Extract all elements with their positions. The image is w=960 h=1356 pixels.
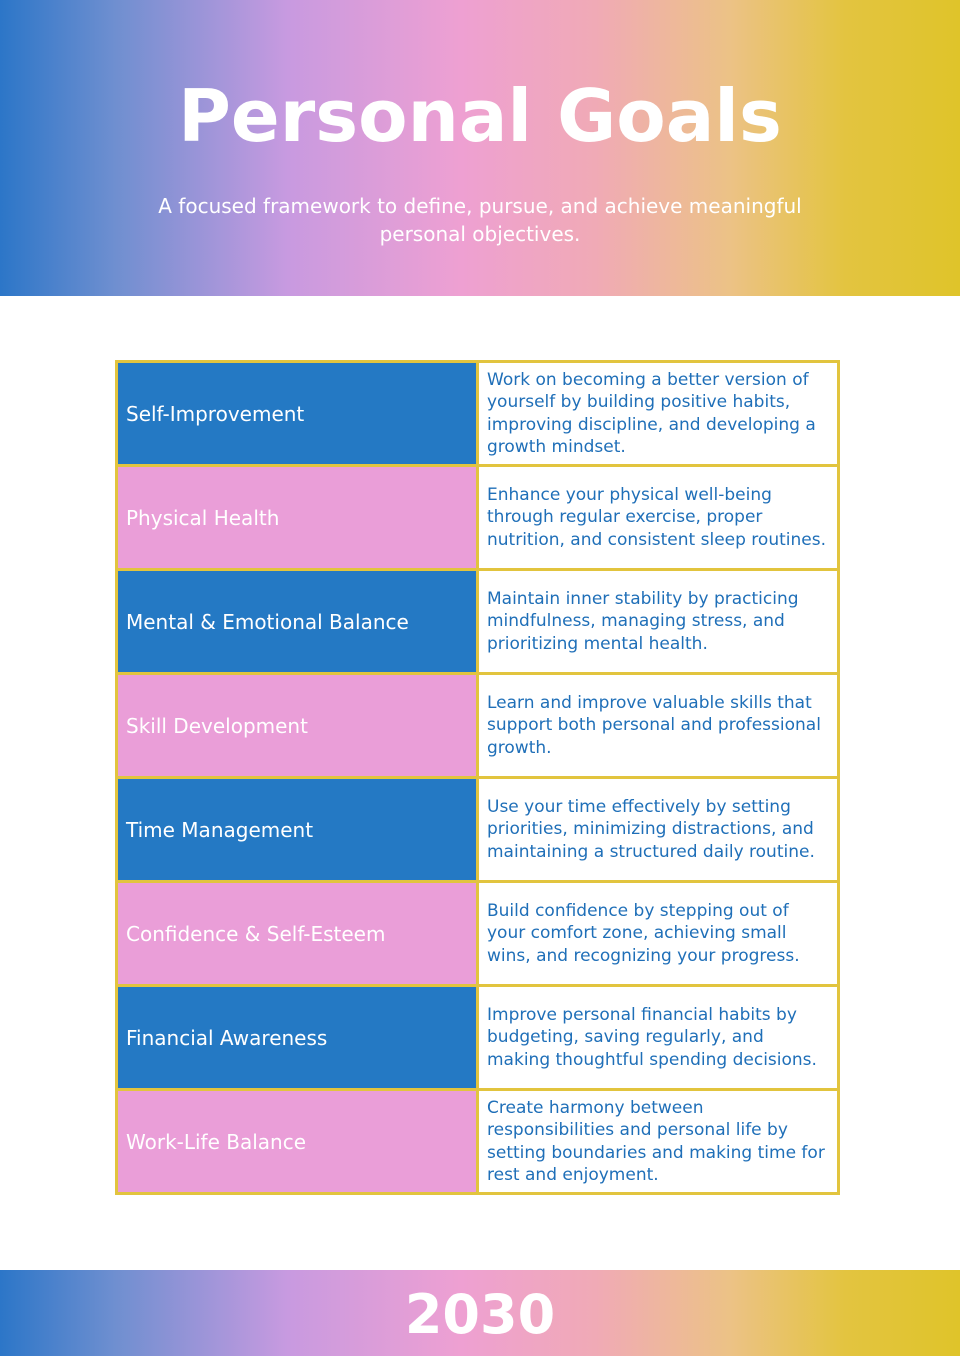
goal-name: Financial Awareness <box>117 986 478 1090</box>
footer-year: 2030 <box>404 1283 556 1346</box>
goal-row <box>117 986 839 1090</box>
page-subtitle: A focused framework to define, pursue, and achieve meaningful personal objectives. <box>158 194 802 246</box>
goal-row <box>117 362 839 466</box>
goal-name: Self-Improvement <box>117 362 478 466</box>
goal-description: Learn and improve valuable skills that support both personal and professional growth. <box>478 674 839 778</box>
goal-description: Enhance your physical well-being through regular exercise, proper nutrition, and consistent sleep routines. <box>478 466 839 570</box>
goals-table <box>115 360 840 1195</box>
goal-row <box>117 674 839 778</box>
goal-description: Work on becoming a better version of yourself by building positive habits, improving discipline, and developing a growth mindset. <box>478 362 839 466</box>
goal-row <box>117 882 839 986</box>
goal-name: Confidence & Self-Esteem <box>117 882 478 986</box>
goal-row <box>117 466 839 570</box>
goal-description: Use your time effectively by setting priorities, minimizing distractions, and maintaining a structured daily routine. <box>478 778 839 882</box>
goal-description: Maintain inner stability by practicing mindfulness, managing stress, and prioritizing mental health. <box>478 570 839 674</box>
goal-name: Time Management <box>117 778 478 882</box>
goal-name: Physical Health <box>117 466 478 570</box>
goal-row <box>117 1090 839 1194</box>
header-banner <box>0 0 960 296</box>
goal-description: Create harmony between responsibilities and personal life by setting boundaries and making time for rest and enjoyment. <box>478 1090 839 1194</box>
page-title: Personal Goals <box>178 74 782 158</box>
goal-description: Improve personal financial habits by budgeting, saving regularly, and making thoughtful spending decisions. <box>478 986 839 1090</box>
goal-name: Work-Life Balance <box>117 1090 478 1194</box>
footer-banner <box>0 1270 960 1356</box>
goal-name: Skill Development <box>117 674 478 778</box>
goal-description: Build confidence by stepping out of your comfort zone, achieving small wins, and recognizing your progress. <box>478 882 839 986</box>
goal-row <box>117 778 839 882</box>
goal-row <box>117 570 839 674</box>
goal-name: Mental & Emotional Balance <box>117 570 478 674</box>
